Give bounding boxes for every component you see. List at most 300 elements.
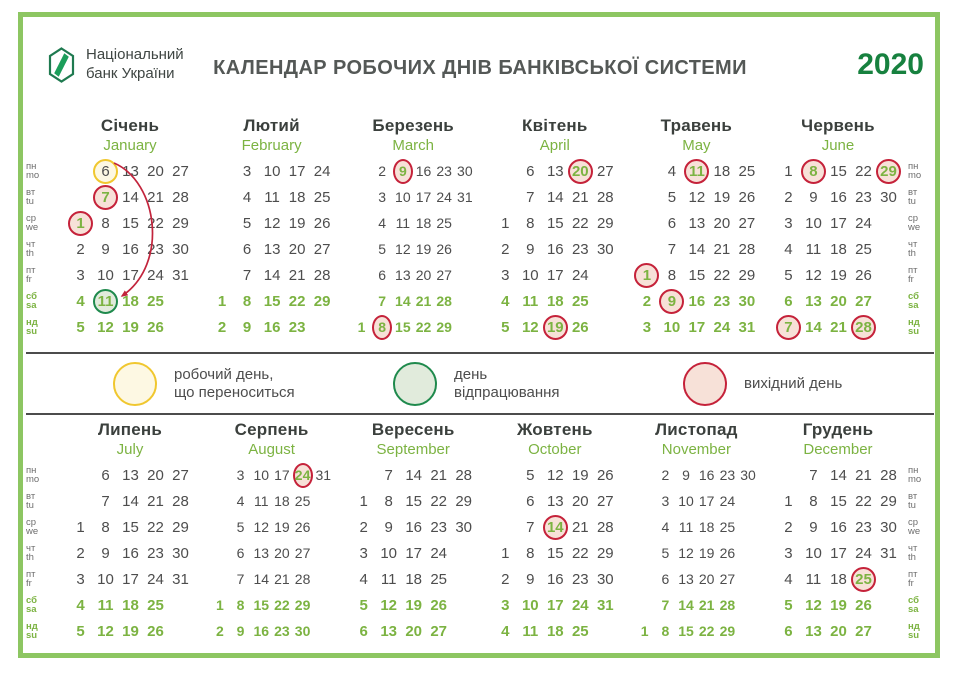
- day-cell: [659, 288, 684, 314]
- day-number: 5: [784, 266, 793, 284]
- day-cell: [313, 592, 334, 618]
- day-number: 10: [263, 162, 281, 180]
- day-cell: [351, 462, 376, 488]
- day-number: 23: [719, 467, 736, 483]
- day-off-circle: 1: [68, 211, 93, 236]
- day-number: 24: [430, 544, 448, 562]
- empty-cell: [210, 567, 230, 592]
- day-number: 21: [571, 188, 589, 206]
- day-cell: [568, 514, 593, 540]
- day-number: 29: [172, 518, 189, 536]
- day-number: 7: [242, 266, 252, 284]
- day-cell: [826, 236, 851, 262]
- day-cell: [434, 210, 455, 236]
- day-label-sa: сб sa: [908, 595, 920, 615]
- month-grid: [351, 462, 475, 644]
- day-number: 3: [236, 467, 245, 483]
- day-number: 22: [274, 597, 290, 613]
- day-number: 23: [713, 292, 731, 310]
- day-cell: [285, 158, 310, 184]
- day-number: 6: [378, 267, 387, 283]
- day-cell: [696, 540, 717, 566]
- day-cell: [451, 462, 476, 488]
- day-cell: [93, 488, 118, 514]
- day-number: 27: [855, 622, 872, 640]
- day-cell: [401, 618, 426, 644]
- day-number: 28: [313, 266, 331, 284]
- day-number: 19: [698, 545, 715, 561]
- month-header: [68, 420, 192, 462]
- day-cell: [826, 462, 851, 488]
- day-cell: [426, 540, 451, 566]
- day-cell: [851, 566, 876, 592]
- month-name-uk: Січень: [100, 116, 160, 135]
- day-cell: [684, 158, 709, 184]
- day-label-th: чт th: [26, 543, 36, 563]
- day-number: 15: [405, 492, 423, 510]
- day-cell: [734, 184, 759, 210]
- day-number: 13: [805, 292, 822, 310]
- day-number: 28: [596, 518, 614, 536]
- day-cell: [230, 462, 251, 488]
- day-number: 23: [288, 318, 306, 336]
- day-label-su: нд su: [26, 621, 38, 641]
- day-cell: [593, 236, 618, 262]
- day-label-we: ср we: [908, 213, 921, 233]
- month-june: [776, 116, 900, 340]
- day-cell: [801, 210, 826, 236]
- day-label-fr: пт fr: [908, 265, 918, 285]
- day-cell: [313, 618, 334, 644]
- day-number: 27: [596, 162, 614, 180]
- month-grid: [210, 462, 334, 644]
- day-cell: [738, 592, 759, 618]
- day-cell: [568, 618, 593, 644]
- day-cell: [493, 514, 518, 540]
- day-cell: [543, 618, 568, 644]
- month-january: [68, 116, 192, 340]
- day-number: 29: [455, 492, 473, 510]
- day-cell: [717, 514, 738, 540]
- day-cell: [851, 514, 876, 540]
- empty-cell: [593, 263, 618, 288]
- day-cell: [68, 184, 93, 210]
- empty-cell: [455, 289, 475, 314]
- day-cell: [593, 540, 618, 566]
- day-cell: [285, 314, 310, 340]
- day-cell: [230, 566, 251, 592]
- day-off-circle: 28: [851, 315, 876, 340]
- day-cell: [493, 262, 518, 288]
- month-header: [776, 420, 900, 462]
- legend-off: [683, 362, 842, 406]
- day-cell: [251, 618, 272, 644]
- day-cell: [493, 158, 518, 184]
- day-cell: [676, 618, 697, 644]
- day-number: 8: [661, 623, 670, 639]
- day-cell: [518, 566, 543, 592]
- workoff-day-circle: 11: [93, 289, 118, 314]
- day-cell: [143, 514, 168, 540]
- empty-cell: [168, 315, 193, 340]
- day-number: 27: [430, 622, 448, 640]
- day-number: 23: [147, 544, 164, 562]
- day-cell: [684, 236, 709, 262]
- day-number: 29: [738, 266, 756, 284]
- day-cell: [372, 184, 393, 210]
- month-grid: [68, 462, 192, 644]
- page-title: КАЛЕНДАР РОБОЧИХ ДНІВ БАНКІВСЬКОЇ СИСТЕМИ: [213, 57, 747, 79]
- day-cell: [493, 184, 518, 210]
- day-cell: [734, 314, 759, 340]
- day-cell: [826, 158, 851, 184]
- day-cell: [696, 618, 717, 644]
- day-number: 7: [661, 597, 670, 613]
- empty-cell: [455, 211, 475, 236]
- day-cell: [659, 210, 684, 236]
- day-cell: [260, 262, 285, 288]
- day-cell: [210, 236, 235, 262]
- day-cell: [285, 184, 310, 210]
- day-number: 27: [855, 292, 872, 310]
- day-number: 7: [667, 240, 677, 258]
- day-number: 10: [97, 266, 114, 284]
- empty-cell: [68, 185, 93, 210]
- empty-cell: [635, 489, 655, 514]
- day-cell: [393, 158, 414, 184]
- day-cell: [376, 540, 401, 566]
- day-number: 15: [122, 214, 139, 232]
- day-off-circle: 24: [293, 463, 313, 488]
- day-label-tu: вт tu: [908, 187, 918, 207]
- day-cell: [684, 210, 709, 236]
- day-number: 21: [415, 293, 432, 309]
- empty-cell: [876, 593, 901, 618]
- day-cell: [543, 158, 568, 184]
- day-cell: [210, 514, 231, 540]
- day-cell: [426, 488, 451, 514]
- day-number: 12: [263, 214, 281, 232]
- empty-cell: [68, 159, 93, 184]
- month-name-uk: Серпень: [234, 420, 309, 439]
- day-label-sa: сб sa: [26, 291, 38, 311]
- day-cell: [826, 184, 851, 210]
- day-number: 18: [288, 188, 306, 206]
- empty-cell: [738, 619, 758, 644]
- day-number: 23: [855, 188, 872, 206]
- day-cell: [93, 210, 118, 236]
- day-cell: [210, 462, 231, 488]
- day-cell: [684, 184, 709, 210]
- day-cell: [455, 184, 476, 210]
- day-number: 8: [242, 292, 252, 310]
- day-cell: [230, 540, 251, 566]
- day-number: 9: [809, 188, 818, 206]
- day-cell: [260, 314, 285, 340]
- day-cell: [372, 262, 393, 288]
- day-cell: [593, 158, 618, 184]
- day-cell: [413, 262, 434, 288]
- day-cell: [676, 566, 697, 592]
- day-number: 30: [172, 240, 189, 258]
- day-number: 6: [242, 240, 252, 258]
- day-cell: [776, 566, 801, 592]
- day-number: 19: [415, 241, 432, 257]
- day-cell: [738, 566, 759, 592]
- day-cell: [68, 288, 93, 314]
- day-cell: [634, 236, 659, 262]
- day-number: 20: [713, 214, 731, 232]
- day-number: 4: [359, 570, 368, 588]
- empty-cell: [352, 237, 372, 262]
- day-cell: [776, 592, 801, 618]
- day-cell: [801, 566, 826, 592]
- day-number: 10: [805, 544, 822, 562]
- day-cell: [738, 540, 759, 566]
- day-cell: [734, 262, 759, 288]
- day-number: 28: [294, 571, 311, 587]
- day-number: 2: [359, 518, 368, 536]
- day-number: 25: [313, 188, 331, 206]
- day-number: 6: [526, 162, 535, 180]
- month-header: [634, 420, 758, 462]
- day-cell: [68, 540, 93, 566]
- day-number: 14: [395, 293, 411, 309]
- day-number: 26: [855, 266, 872, 284]
- day-cell: [210, 158, 235, 184]
- day-number: 5: [242, 214, 252, 232]
- day-cell: [351, 210, 372, 236]
- day-number: 8: [526, 214, 535, 232]
- day-cell: [634, 618, 655, 644]
- day-number: 13: [122, 466, 139, 484]
- day-cell: [734, 236, 759, 262]
- day-cell: [634, 488, 655, 514]
- empty-cell: [635, 463, 655, 488]
- day-cell: [593, 592, 618, 618]
- day-number: 4: [378, 215, 387, 231]
- day-cell: [393, 210, 414, 236]
- day-cell: [118, 210, 143, 236]
- day-cell: [518, 158, 543, 184]
- empty-cell: [634, 159, 659, 184]
- day-cell: [93, 462, 118, 488]
- day-cell: [426, 462, 451, 488]
- day-cell: [717, 566, 738, 592]
- day-cell: [876, 540, 901, 566]
- day-number: 26: [436, 241, 452, 257]
- day-cell: [401, 462, 426, 488]
- day-cell: [876, 262, 901, 288]
- day-number: 16: [830, 188, 847, 206]
- day-number: 10: [521, 596, 539, 614]
- day-cell: [876, 210, 901, 236]
- day-cell: [118, 514, 143, 540]
- day-number: 7: [378, 293, 387, 309]
- day-number: 14: [122, 492, 139, 510]
- day-cell: [655, 566, 676, 592]
- month-name-en: August: [248, 441, 295, 458]
- empty-cell: [313, 541, 333, 566]
- day-number: 11: [97, 596, 114, 614]
- day-cell: [876, 618, 901, 644]
- day-label-fr: пт fr: [908, 569, 918, 589]
- day-cell: [372, 236, 393, 262]
- day-off-circle: 20: [568, 159, 593, 184]
- day-number: 28: [719, 597, 736, 613]
- day-cell: [593, 210, 618, 236]
- day-cell: [593, 488, 618, 514]
- empty-cell: [455, 263, 475, 288]
- day-cell: [143, 184, 168, 210]
- day-cell: [776, 210, 801, 236]
- empty-cell: [635, 541, 655, 566]
- day-cell: [684, 262, 709, 288]
- legend-moved-circle-icon: [113, 362, 157, 406]
- day-number: 5: [236, 519, 245, 535]
- day-number: 14: [546, 188, 564, 206]
- day-label-mo: пн mo: [908, 161, 922, 181]
- day-number: 18: [405, 570, 423, 588]
- day-number: 16: [688, 292, 706, 310]
- day-cell: [168, 540, 193, 566]
- day-cell: [143, 158, 168, 184]
- day-cell: [543, 314, 568, 340]
- day-number: 20: [698, 571, 715, 587]
- empty-cell: [313, 515, 333, 540]
- day-number: 2: [661, 467, 670, 483]
- day-cell: [68, 236, 93, 262]
- day-number: 15: [395, 319, 411, 335]
- day-cell: [118, 314, 143, 340]
- day-number: 3: [501, 266, 510, 284]
- day-number: 20: [830, 622, 847, 640]
- day-cell: [876, 288, 901, 314]
- day-number: 15: [546, 544, 564, 562]
- day-cell: [93, 566, 118, 592]
- day-cell: [451, 488, 476, 514]
- day-number: 18: [713, 162, 731, 180]
- month-header: [776, 116, 900, 158]
- day-number: 6: [359, 622, 368, 640]
- day-cell: [168, 566, 193, 592]
- nbu-logo: [48, 46, 184, 84]
- day-cell: [776, 462, 801, 488]
- day-number: 16: [830, 518, 847, 536]
- day-number: 7: [809, 466, 818, 484]
- day-cell: [634, 540, 655, 566]
- day-number: 29: [172, 214, 189, 232]
- day-number: 6: [661, 571, 670, 587]
- empty-cell: [313, 489, 333, 514]
- day-number: 22: [288, 292, 306, 310]
- month-grid: [351, 158, 475, 340]
- day-cell: [210, 210, 235, 236]
- day-cell: [455, 262, 476, 288]
- day-cell: [734, 210, 759, 236]
- day-cell: [593, 184, 618, 210]
- day-number: 30: [172, 544, 189, 562]
- day-cell: [518, 314, 543, 340]
- day-number: 6: [667, 214, 677, 232]
- empty-cell: [455, 237, 475, 262]
- day-number: 3: [378, 189, 387, 205]
- empty-cell: [451, 593, 476, 618]
- day-number: 20: [830, 292, 847, 310]
- empty-cell: [738, 593, 758, 618]
- empty-cell: [313, 593, 333, 618]
- day-number: 13: [805, 622, 822, 640]
- day-number: 1: [357, 319, 366, 335]
- day-number: 12: [97, 622, 114, 640]
- day-number: 30: [738, 292, 756, 310]
- day-cell: [93, 236, 118, 262]
- day-cell: [93, 540, 118, 566]
- day-number: 3: [642, 318, 652, 336]
- day-number: 16: [546, 570, 564, 588]
- month-name-en: October: [528, 441, 582, 458]
- day-cell: [455, 210, 476, 236]
- day-number: 7: [384, 466, 393, 484]
- day-number: 2: [76, 544, 85, 562]
- day-number: 21: [147, 492, 164, 510]
- day-cell: [451, 540, 476, 566]
- day-number: 26: [738, 188, 756, 206]
- day-cell: [493, 618, 518, 644]
- day-cell: [655, 540, 676, 566]
- day-number: 2: [216, 623, 224, 639]
- day-number: 24: [147, 570, 164, 588]
- day-cell: [168, 262, 193, 288]
- day-cell: [372, 288, 393, 314]
- day-cell: [455, 236, 476, 262]
- day-cell: [272, 462, 293, 488]
- month-name-en: January: [103, 137, 157, 154]
- day-cell: [826, 514, 851, 540]
- day-cell: [876, 566, 901, 592]
- day-cell: [143, 488, 168, 514]
- day-cell: [826, 314, 851, 340]
- day-number: 5: [76, 318, 85, 336]
- day-number: 5: [784, 596, 793, 614]
- day-label-mo: пн mo: [26, 465, 40, 485]
- empty-cell: [738, 515, 758, 540]
- day-number: 10: [678, 493, 694, 509]
- month-header: [68, 116, 192, 158]
- day-cell: [143, 540, 168, 566]
- day-number: 30: [455, 518, 473, 536]
- day-cell: [696, 592, 717, 618]
- day-number: 8: [809, 492, 818, 510]
- day-number: 22: [855, 162, 872, 180]
- day-number: 17: [546, 596, 564, 614]
- day-cell: [709, 236, 734, 262]
- day-number: 3: [784, 214, 793, 232]
- day-cell: [543, 184, 568, 210]
- day-cell: [543, 262, 568, 288]
- day-cell: [593, 262, 618, 288]
- day-cell: [851, 158, 876, 184]
- day-off-circle: 14: [543, 515, 568, 540]
- day-cell: [143, 314, 168, 340]
- day-label-mo: пн mo: [908, 465, 922, 485]
- day-number: 19: [830, 596, 847, 614]
- day-cell: [655, 592, 676, 618]
- day-cell: [401, 488, 426, 514]
- day-cell: [413, 314, 434, 340]
- day-cell: [313, 540, 334, 566]
- day-number: 10: [805, 214, 822, 232]
